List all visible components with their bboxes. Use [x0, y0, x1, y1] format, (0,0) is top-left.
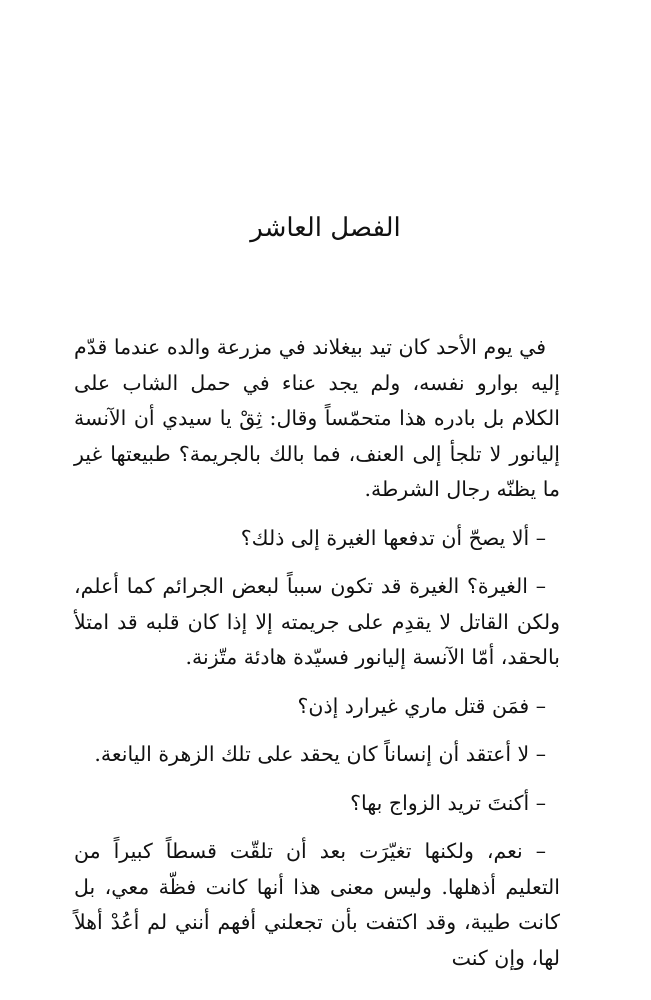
- dialogue-line: – ألا يصحّ أن تدفعها الغيرة إلى ذلك؟: [240, 525, 546, 550]
- paragraph: في يوم الأحد كان تيد بيغلاند في مزرعة والده عندما قدّم إليه بوارو نفسه، ولم يجد عناء في حمل الشاب على الكلام بل بادره هذا متحمّساً وقال: ثِقْ يا سيدي أن الآنسة إليانور لا تلجأ إلى العنف، فما بالك بالجريمة؟ طبيعتها غير ما يظنّه رجال الشرطة.: [74, 335, 560, 501]
- dialogue-line: – نعم، ولكنها تغيّرَت بعد أن تلقّت قسطاً كبيراً من التعليم أذهلها. وليس معنى هذا أنها كانت فظّة معي، بل كانت طيبة، وقد اكتفت بأن تجعلني أفهم أنني لم أعُدْ أهلاً لها، وإن كنت: [74, 839, 560, 970]
- chapter-body: [74, 330, 560, 989]
- chapter-title: الفصل العاشر: [250, 213, 401, 243]
- dialogue-line: – لا أعتقد أن إنساناً كان يحقد على تلك الزهرة اليانعة.: [94, 742, 546, 766]
- dialogue-line: – فمَن قتل ماري غيرارد إذن؟: [297, 693, 546, 718]
- dialogue-line: – الغيرة؟ الغيرة قد تكون سبباً لبعض الجرائم كما أعلم، ولكن القاتل لا يقدِم على جريمته إلا إذا كان قلبه قد امتلأ بالحقد، أمّا الآنسة إليانور فسيّدة هادئة متّزنة.: [74, 574, 560, 669]
- dialogue-line: – أكنتَ تريد الزواج بها؟: [350, 790, 546, 815]
